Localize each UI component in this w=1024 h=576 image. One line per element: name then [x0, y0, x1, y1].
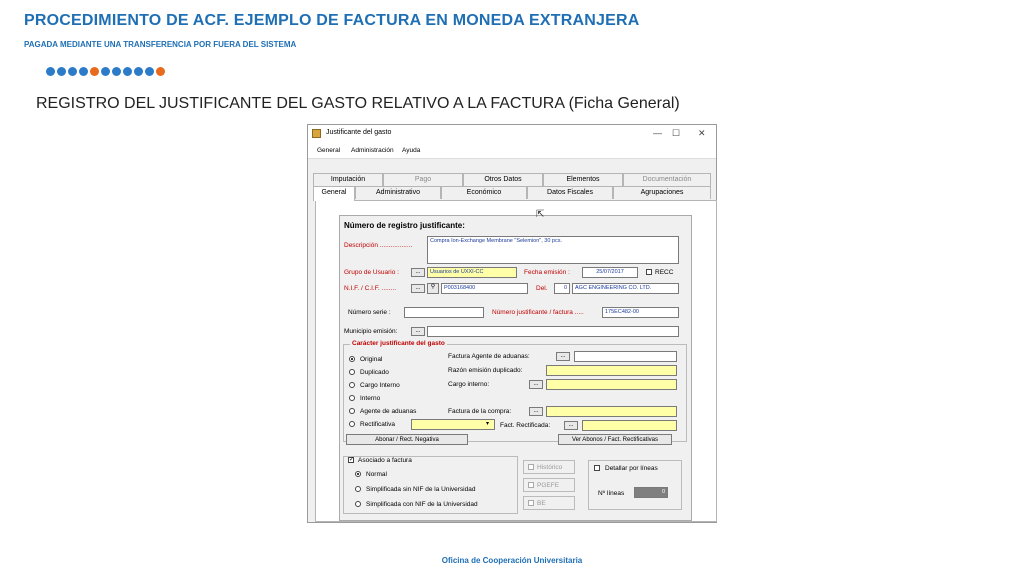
tab-pago[interactable]: Pago — [383, 173, 463, 186]
pgefe-checkbox[interactable] — [528, 482, 534, 488]
menu-administracion[interactable]: Administración — [351, 147, 394, 154]
radio-duplicado-label: Duplicado — [360, 369, 389, 376]
binoculars-icon[interactable]: ⚲ — [427, 283, 439, 294]
factura-compra-field[interactable] — [546, 406, 677, 417]
menu-general[interactable]: General — [317, 147, 341, 154]
radio-original-label: Original — [360, 356, 383, 363]
asociado-checkbox[interactable]: ✓ — [349, 457, 355, 463]
grupo-lookup-button[interactable]: ... — [411, 268, 425, 277]
menu-bar — [308, 143, 716, 159]
fecha-emision-field[interactable]: 25/07/2017 — [582, 267, 638, 278]
recc-label: RECC — [655, 269, 674, 276]
rectificativa-select[interactable] — [411, 419, 495, 430]
factura-compra-label: Factura de la compra: — [448, 408, 512, 415]
tab-agrupaciones[interactable]: Agrupaciones — [613, 186, 711, 199]
radio-normal-label: Normal — [366, 471, 387, 478]
tab-datos-fiscales[interactable]: Datos Fiscales — [527, 186, 613, 199]
caracter-title: Carácter justificante del gasto — [352, 340, 445, 347]
agente-aduanas-field[interactable] — [574, 351, 677, 362]
form-area — [339, 215, 692, 521]
agente-aduanas-label: Factura Agente de aduanas: — [448, 353, 530, 360]
descripcion-label: Descripción .................. — [344, 242, 413, 249]
decorative-dot — [101, 67, 110, 76]
decorative-dot — [57, 67, 66, 76]
numero-justificante-label: Número justificante / factura ..... — [492, 309, 584, 316]
tab-elementos[interactable]: Elementos — [543, 173, 623, 186]
decorative-dot — [90, 67, 99, 76]
radio-interno-label: Interno — [360, 395, 381, 402]
justificante-window — [307, 124, 717, 523]
del-field[interactable]: 0 — [554, 283, 570, 294]
detallar-label: Detallar por líneas — [605, 465, 658, 472]
decorative-dot — [112, 67, 121, 76]
grupo-usuario-field[interactable]: Usuarios de UXXI-CC — [427, 267, 517, 278]
recc-checkbox[interactable] — [646, 269, 652, 275]
radio-cargo-interno-label: Cargo Interno — [360, 382, 400, 389]
radio-agente-aduanas-label: Agente de aduanas — [360, 408, 417, 415]
decorative-dot — [123, 67, 132, 76]
tab-general[interactable]: General — [313, 186, 355, 201]
radio-simplificada-sin-nif[interactable] — [355, 486, 361, 492]
slide-subtitle: PAGADA MEDIANTE UNA TRANSFERENCIA POR FUERA DEL SISTEMA — [24, 40, 297, 49]
fact-rectificada-field[interactable] — [582, 420, 677, 431]
radio-rectificativa-label: Rectificativa — [360, 421, 396, 428]
window-title: Justificante del gasto — [326, 129, 392, 136]
close-button[interactable]: ✕ — [698, 128, 706, 138]
nif-name-field[interactable]: AGC ENGINEERING CO. LTD. — [572, 283, 679, 294]
ver-abonos-button[interactable]: Ver Abonos / Fact. Rectificativas — [558, 434, 672, 445]
tab-documentacion[interactable]: Documentación — [623, 173, 711, 186]
grupo-usuario-label: Grupo de Usuario : — [344, 269, 399, 276]
pgefe-label: PGEFE — [537, 482, 560, 489]
slide-footer: Oficina de Cooperación Universitaria — [441, 556, 583, 565]
municipio-label: Municipio emisión: — [344, 328, 398, 335]
decorative-dot — [46, 67, 55, 76]
radio-simplificada-sin-nif-label: Simplificada sin NIF de la Universidad — [366, 486, 476, 493]
chevron-down-icon[interactable]: ▾ — [486, 421, 490, 427]
radio-original[interactable] — [349, 356, 355, 362]
radio-normal[interactable] — [355, 471, 361, 477]
municipio-field[interactable] — [427, 326, 679, 337]
nlineas-field: 0 — [634, 487, 668, 498]
nif-label: N.I.F. / C.I.F. ........ — [344, 285, 397, 292]
rectificada-lookup-button[interactable]: ... — [564, 421, 578, 430]
fecha-emision-label: Fecha emisión : — [524, 269, 570, 276]
menu-ayuda[interactable]: Ayuda — [402, 147, 421, 154]
slide-title: PROCEDIMIENTO DE ACF. EJEMPLO DE FACTURA EN MONEDA EXTRANJERA — [24, 12, 640, 29]
be-label: BE — [537, 500, 546, 507]
cargo-interno-label: Cargo interno: — [448, 381, 490, 388]
asociado-label: Asociado a factura — [358, 457, 412, 464]
compra-lookup-button[interactable]: ... — [529, 407, 543, 416]
tab-economico[interactable]: Económico — [441, 186, 527, 199]
decorative-dot — [68, 67, 77, 76]
numero-serie-label: Número serie : — [348, 309, 391, 316]
general-panel — [315, 200, 717, 522]
be-checkbox[interactable] — [528, 500, 534, 506]
mouse-cursor-icon: ⇱ — [536, 209, 545, 220]
agente-lookup-button[interactable]: ... — [556, 352, 570, 361]
detallar-checkbox[interactable] — [594, 465, 600, 471]
tab-otros-datos[interactable]: Otros Datos — [463, 173, 543, 186]
abonar-button[interactable]: Abonar / Rect. Negativa — [346, 434, 468, 445]
historico-checkbox[interactable] — [528, 464, 534, 470]
decorative-dots — [46, 67, 165, 76]
numero-justificante-field[interactable]: 175EC482-00 — [602, 307, 679, 318]
radio-duplicado[interactable] — [349, 369, 355, 375]
nlineas-label: Nº líneas — [598, 490, 625, 497]
numero-serie-field[interactable] — [404, 307, 484, 318]
decorative-dot — [134, 67, 143, 76]
municipio-lookup-button[interactable]: ... — [411, 327, 425, 336]
tab-imputacion[interactable]: Imputación — [313, 173, 383, 186]
app-icon — [312, 129, 321, 138]
nif-lookup-button[interactable]: ... — [411, 284, 425, 293]
tab-administrativo[interactable]: Administrativo — [355, 186, 441, 199]
historico-label: Histórico — [537, 464, 563, 471]
razon-duplicado-label: Razón emisión duplicado: — [448, 367, 523, 374]
radio-simplificada-con-nif[interactable] — [355, 501, 361, 507]
radio-simplificada-con-nif-label: Simplificada con NIF de la Universidad — [366, 501, 478, 508]
title-bar — [308, 125, 716, 143]
maximize-button[interactable]: ☐ — [672, 128, 681, 138]
del-label: Del. — [536, 285, 548, 292]
slide-heading: REGISTRO DEL JUSTIFICANTE DEL GASTO RELATIVO A LA FACTURA (Ficha General) — [36, 95, 680, 112]
cargo-lookup-button[interactable]: ... — [529, 380, 543, 389]
decorative-dot — [79, 67, 88, 76]
fact-rectificada-label: Fact. Rectificada: — [500, 422, 551, 429]
razon-duplicado-field[interactable] — [546, 365, 677, 376]
radio-agente-aduanas[interactable] — [349, 408, 355, 414]
radio-cargo-interno[interactable] — [349, 382, 355, 388]
radio-rectificativa[interactable] — [349, 421, 355, 427]
decorative-dot — [156, 67, 165, 76]
descripcion-field[interactable]: Compra Ion-Exchange Membrane "Selemion", 30 pcs. — [427, 236, 679, 264]
cargo-interno-field[interactable] — [546, 379, 677, 390]
decorative-dot — [145, 67, 154, 76]
nif-field[interactable]: P003168400 — [441, 283, 528, 294]
section-title: Número de registro justificante: — [344, 221, 465, 230]
radio-interno[interactable] — [349, 395, 355, 401]
minimize-button[interactable]: — — [653, 128, 662, 138]
